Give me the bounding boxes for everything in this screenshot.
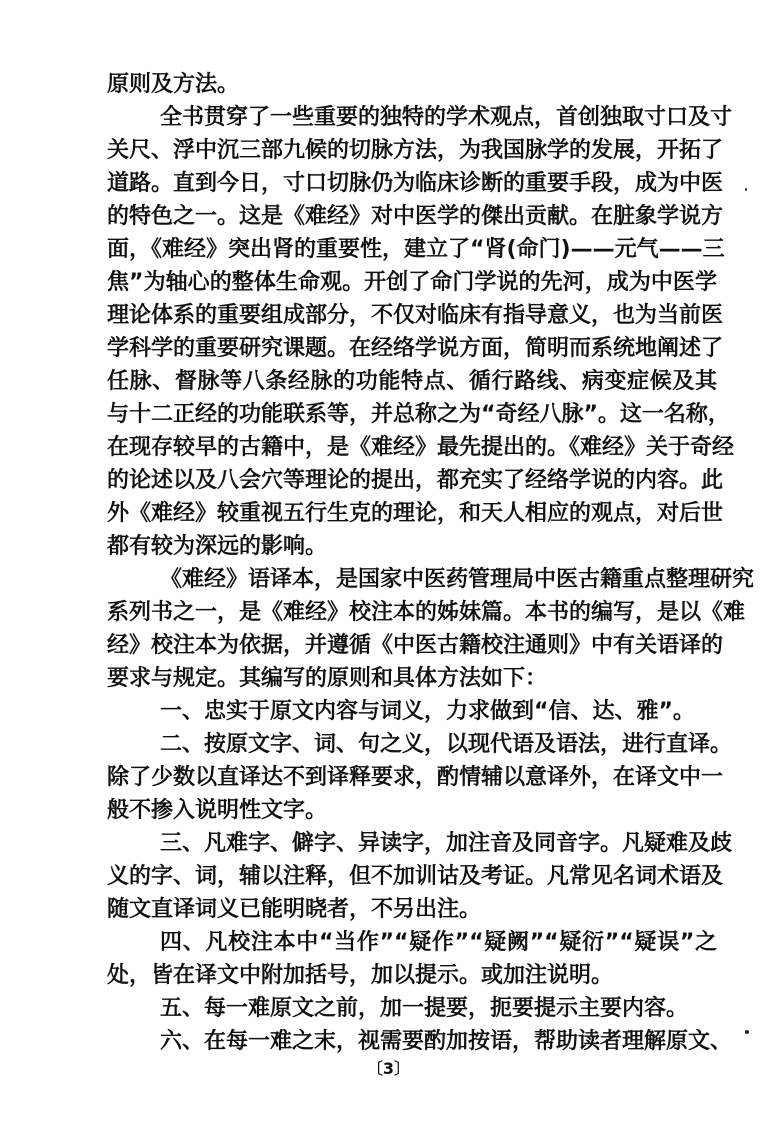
text-line: 二、按原文字、词、句之义，以现代语及语法，进行直译。 [160, 732, 733, 757]
text-line: 般不掺入说明性文字。 [107, 798, 328, 823]
text-line: 理论体系的重要组成部分，不仅对临床有指导意义，也为当前医 [107, 303, 724, 328]
text-line: 全书贯穿了一些重要的独特的学术观点，首创独取寸口及寸 [160, 105, 733, 130]
text-line: 与十二正经的功能联系等，并总称之为“奇经八脉”。这一名称， [107, 402, 730, 427]
text-line: 处，皆在译文中附加括号，加以提示。或加注说明。 [107, 963, 614, 988]
text-line: 六、在每一难之末，视需要酌加按语，帮助读者理解原文、 [160, 1029, 733, 1054]
text-line: 的特色之一。这是《难经》对中医学的傑出贡献。在脏象学说方 [107, 204, 724, 229]
text-line: 道路。直到今日，寸口切脉仍为临床诊断的重要手段，成为中医 [107, 171, 724, 196]
scan-speck [745, 188, 747, 191]
text-line: 任脉、督脉等八条经脉的功能特点、循行路线、病变症候及其 [107, 369, 717, 394]
text-line: 义的字、词，辅以注释，但不加训诂及考证。凡常见名词术语及 [107, 864, 724, 889]
text-line: 五、每一难原文之前，加一提要，扼要提示主要内容。 [160, 996, 689, 1021]
text-line: 面，《难经》突出肾的重要性，建立了“肾(命门)——元气——三 [107, 237, 725, 262]
text-line: 原则及方法。 [107, 72, 240, 97]
scan-speck [745, 1030, 749, 1034]
text-line: 系列书之一，是《难经》校注本的姊妹篇。本书的编写，是以《难 [107, 600, 746, 625]
page-body-text [107, 68, 755, 1058]
text-line: 的论述以及八会穴等理论的提出，都充实了经络学说的内容。此 [107, 468, 724, 493]
text-line: 随文直译词义已能明晓者，不另出注。 [107, 897, 482, 922]
text-line: 学科学的重要研究课题。在经络学说方面，简明而系统地阐述了 [107, 336, 724, 361]
text-line: 焦”为轴心的整体生命观。开创了命门学说的先河，成为中医学 [107, 270, 717, 295]
text-line: 经》校注本为依据，并遵循《中医古籍校注通则》中有关语译的 [107, 633, 724, 658]
text-line: 《难经》语译本，是国家中医药管理局中医古籍重点整理研究 [160, 567, 755, 592]
text-line: 三、凡难字、僻字、异读字，加注音及同音字。凡疑难及歧 [160, 831, 733, 856]
text-line: 要求与规定。其编写的原则和具体方法如下： [107, 666, 548, 691]
text-line: 四、凡校注本中“当作”“疑作”“疑阙”“疑衍”“疑误”之 [160, 930, 717, 955]
page-number: 〔3〕 [366, 1059, 411, 1078]
text-line: 关尺、浮中沉三部九候的切脉方法，为我国脉学的发展，开拓了 [107, 138, 724, 163]
text-line: 外《难经》较重视五行生克的理论，和天人相应的观点，对后世 [107, 501, 724, 526]
text-line: 在现存较早的古籍中，是《难经》最先提出的。《难经》关于奇经 [107, 435, 735, 460]
text-line: 都有较为深远的影响。 [107, 534, 328, 559]
text-line: 一、忠实于原文内容与词义，力求做到“信、达、雅”。 [160, 699, 695, 724]
text-line: 除了少数以直译达不到译释要求，酌情辅以意译外，在译文中一 [107, 765, 724, 790]
